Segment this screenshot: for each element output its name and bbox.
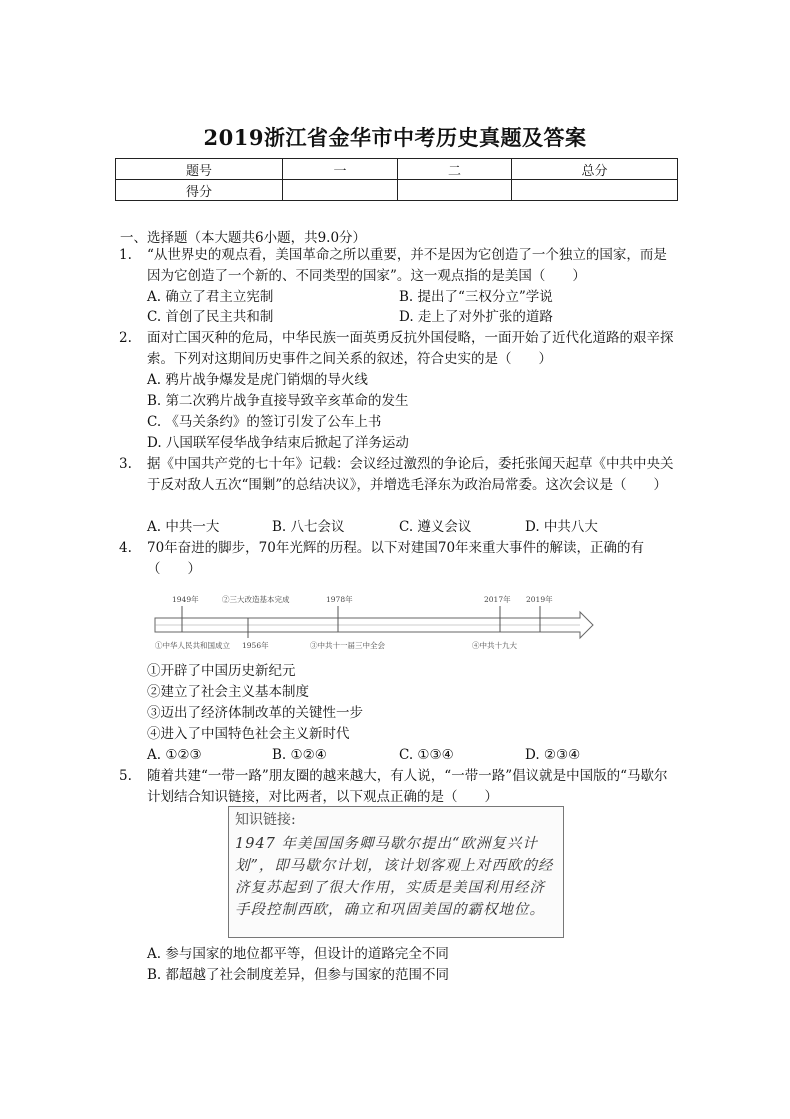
section-heading: 一、选择题（本大题共6小题，共9.0分） [120,230,367,246]
option-b: B. 第二次鸦片战争直接导致辛亥革命的发生 [147,393,409,409]
question-text: “从世界史的观点看，美国革命之所以重要，并不是因为它创造了一个独立的国家，而是因为它创造了一个新的、不同类型的国家”。这一观点指的是美国（ ） [147,247,667,284]
timeline-label: ②三大改造基本完成 [222,595,290,604]
option-d: D. 走上了对外扩张的道路 [399,309,553,325]
knowledge-link-text: 1947 年美国国务卿马歇尔提出“欧洲复兴计划”，即马歇尔计划，该计划客观上对西欧的经济复苏起到了很大作用，实质是美国利用经济手段控制西欧，确立和巩固美国的霸权地位。 [235,836,554,918]
option-a: A. 参与国家的地位都平等，但设计的道路完全不同 [147,946,449,962]
statement-1: ①开辟了中国历史新纪元 [147,663,296,679]
timeline-figure [150,592,595,654]
statement-3: ③迈出了经济体制改革的关键性一步 [147,705,363,721]
question-text: 随着共建“一带一路”朋友圈的越来越大，有人说，“一带一路”倡议就是中国版的“马歇尔计划结合知识链接，对比两者，以下观点正确的是（ ） [147,768,668,805]
table-cell [512,180,678,201]
knowledge-link-heading: 知识链接: [235,812,296,828]
table-row [116,180,678,201]
knowledge-link-box [228,806,564,938]
timeline-label: 1978年 [326,595,353,604]
option-b: B. 提出了“三权分立”学说 [399,289,553,305]
option-b: B. ①②④ [272,747,327,763]
option-a: A. 确立了君主立宪制 [147,289,274,305]
question-3 [119,454,679,496]
option-c: C. ①③④ [399,747,454,763]
table-cell: 总分 [512,159,678,180]
option-d: D. ②③④ [525,747,581,763]
table-cell: 二 [398,159,512,180]
option-a: A. 中共一大 [147,519,220,535]
question-number: 4. [119,540,132,556]
option-b: B. 八七会议 [272,519,345,535]
table-row [116,159,678,180]
question-1 [119,245,679,287]
option-a: A. 鸦片战争爆发是虎门销烟的导火线 [147,372,368,388]
timeline-label: ③中共十一届三中全会 [310,641,385,650]
table-cell: 得分 [116,180,283,201]
option-c: C. 遵义会议 [399,519,472,535]
question-5 [119,766,679,808]
timeline-label: 1956年 [242,641,269,650]
timeline-label: 1949年 [172,595,199,604]
timeline-label: 2019年 [526,595,553,604]
score-table [115,158,678,201]
table-cell: 一 [283,159,398,180]
option-b: B. 都超越了社会制度差异，但参与国家的范围不同 [147,967,450,983]
page-title: 2019浙江省金华市中考历史真题及答案 [203,125,587,150]
question-text: 据《中国共产党的七十年》记载：会议经过激烈的争论后，委托张闻天起草《中共中央关于反对敌人五次“围剿”的总结决议》，并增选毛泽东为政治局常委。这次会议是（ ） [147,456,674,493]
question-text: 70年奋进的脚步，70年光辉的历程。以下对建国70年来重大事件的解读，正确的有（ ） [147,540,645,577]
timeline-label: 2017年 [484,595,511,604]
question-2 [119,328,679,370]
statement-4: ④进入了中国特色社会主义新时代 [147,726,350,742]
statement-2: ②建立了社会主义基本制度 [147,684,309,700]
question-number: 5. [119,768,132,784]
table-cell [398,180,512,201]
question-number: 2. [119,330,132,346]
question-number: 3. [119,456,132,472]
option-a: A. ①②③ [147,747,202,763]
timeline-label: ①中华人民共和国成立 [155,641,230,650]
table-cell [283,180,398,201]
timeline-label: ④中共十九大 [472,641,517,650]
option-c: C. 《马关条约》的签订引发了公车上书 [147,414,382,430]
timeline-svg [150,592,595,654]
option-c: C. 首创了民主共和制 [147,309,274,325]
question-4 [119,538,679,580]
option-d: D. 中共八大 [525,519,598,535]
table-cell: 题号 [116,159,283,180]
question-number: 1. [119,247,132,263]
question-text: 面对亡国灭种的危局，中华民族一面英勇反抗外国侵略，一面开始了近代化道路的艰辛探索。下列对这期间历史事件之间关系的叙述，符合史实的是（ ） [147,330,674,367]
option-d: D. 八国联军侵华战争结束后掀起了洋务运动 [147,435,409,451]
